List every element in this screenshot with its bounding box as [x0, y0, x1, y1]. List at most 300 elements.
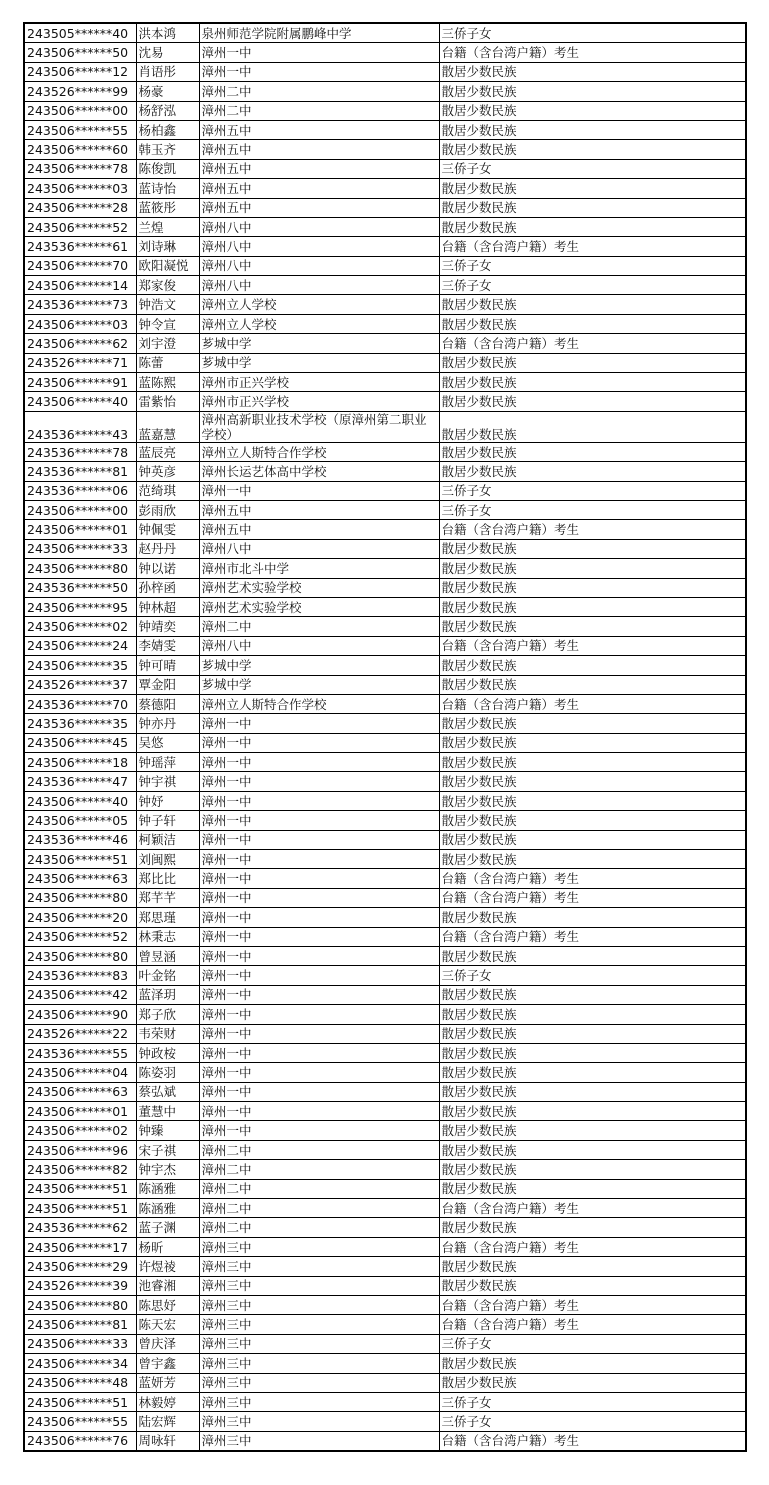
exam-id-cell: 243536******70 [24, 694, 136, 713]
category-cell: 散居少数民族 [439, 539, 746, 558]
school-cell: 芗城中学 [199, 334, 439, 353]
student-name-cell: 韩玉齐 [136, 140, 199, 159]
school-cell: 漳州一中 [199, 869, 439, 888]
category-cell: 散居少数民族 [439, 1257, 746, 1276]
category-cell: 散居少数民族 [439, 985, 746, 1004]
table-row [24, 791, 746, 810]
exam-id-cell: 243526******37 [24, 675, 136, 694]
student-name-cell: 曾庆泽 [136, 1334, 199, 1353]
exam-id-cell: 243506******03 [24, 179, 136, 198]
category-cell: 散居少数民族 [439, 753, 746, 772]
category-cell: 散居少数民族 [439, 1005, 746, 1024]
student-name-cell: 池睿湘 [136, 1276, 199, 1295]
exam-id-cell: 243506******00 [24, 101, 136, 120]
school-cell: 漳州一中 [199, 927, 439, 946]
student-name-cell: 蓝辰亮 [136, 442, 199, 461]
school-cell: 芗城中学 [199, 656, 439, 675]
school-cell: 漳州一中 [199, 946, 439, 965]
exam-id-cell: 243506******80 [24, 1296, 136, 1315]
exam-id-cell: 243506******34 [24, 1354, 136, 1373]
exam-id-cell: 243506******33 [24, 539, 136, 558]
school-cell: 漳州八中 [199, 217, 439, 236]
exam-id-cell: 243506******52 [24, 217, 136, 236]
student-name-cell: 范绮琪 [136, 481, 199, 500]
category-cell: 散居少数民族 [439, 617, 746, 636]
school-cell: 漳州长运艺体高中学校 [199, 462, 439, 481]
exam-id-cell: 243506******80 [24, 946, 136, 965]
table-row [24, 295, 746, 314]
category-cell: 散居少数民族 [439, 179, 746, 198]
exam-id-cell: 243536******50 [24, 578, 136, 597]
exam-id-cell: 243506******80 [24, 559, 136, 578]
student-name-cell: 钟宇杰 [136, 1160, 199, 1179]
exam-id-cell: 243506******42 [24, 985, 136, 1004]
school-cell: 漳州一中 [199, 772, 439, 791]
school-cell: 漳州立人斯特合作学校 [199, 694, 439, 713]
exam-id-cell: 243506******82 [24, 1160, 136, 1179]
exam-id-cell: 243526******39 [24, 1276, 136, 1295]
exam-id-cell: 243506******80 [24, 888, 136, 907]
exam-id-cell: 243536******46 [24, 830, 136, 849]
table-row [24, 888, 746, 907]
exam-id-cell: 243536******83 [24, 966, 136, 985]
student-name-cell: 钟妤 [136, 791, 199, 810]
category-cell: 散居少数民族 [439, 411, 746, 442]
category-cell: 三侨子女 [439, 481, 746, 500]
student-name-cell: 欧阳凝悦 [136, 256, 199, 275]
table-row [24, 1160, 746, 1179]
school-cell: 漳州一中 [199, 1043, 439, 1062]
student-name-cell: 郑芊芊 [136, 888, 199, 907]
exam-id-cell: 243505******40 [24, 23, 136, 43]
school-cell: 漳州三中 [199, 1276, 439, 1295]
category-cell: 散居少数民族 [439, 1160, 746, 1179]
category-cell: 三侨子女 [439, 1412, 746, 1431]
school-cell: 漳州二中 [199, 82, 439, 101]
table-row [24, 675, 746, 694]
category-cell: 散居少数民族 [439, 1102, 746, 1121]
exam-id-cell: 243506******01 [24, 520, 136, 539]
school-cell: 漳州五中 [199, 500, 439, 519]
category-cell: 台籍（含台湾户籍）考生 [439, 1199, 746, 1218]
table-row [24, 1354, 746, 1373]
school-cell: 漳州五中 [199, 198, 439, 217]
school-cell: 漳州一中 [199, 966, 439, 985]
student-name-cell: 陈俊凯 [136, 159, 199, 178]
table-row [24, 462, 746, 481]
table-row [24, 198, 746, 217]
table-row [24, 1199, 746, 1218]
exam-id-cell: 243526******71 [24, 353, 136, 372]
school-cell: 漳州高新职业技术学校（原漳州第二职业学校） [199, 411, 439, 442]
school-cell: 漳州市正兴学校 [199, 392, 439, 411]
school-cell: 漳州三中 [199, 1431, 439, 1451]
school-cell: 漳州五中 [199, 120, 439, 139]
student-name-cell: 钟佩雯 [136, 520, 199, 539]
exam-id-cell: 243506******28 [24, 198, 136, 217]
school-cell: 漳州一中 [199, 1024, 439, 1043]
student-name-cell: 李婧雯 [136, 636, 199, 655]
category-cell: 三侨子女 [439, 966, 746, 985]
school-cell: 漳州一中 [199, 1102, 439, 1121]
school-cell: 漳州立人学校 [199, 295, 439, 314]
category-cell: 台籍（含台湾户籍）考生 [439, 1315, 746, 1334]
table-body [24, 23, 746, 1451]
table-row [24, 946, 746, 965]
table-row [24, 1276, 746, 1295]
student-name-cell: 兰煌 [136, 217, 199, 236]
school-cell: 漳州一中 [199, 481, 439, 500]
table-row [24, 1140, 746, 1159]
category-cell: 三侨子女 [439, 276, 746, 295]
category-cell: 散居少数民族 [439, 578, 746, 597]
table-row [24, 481, 746, 500]
exam-id-cell: 243506******95 [24, 597, 136, 616]
table-row [24, 811, 746, 830]
exam-id-cell: 243506******29 [24, 1257, 136, 1276]
exam-id-cell: 243506******04 [24, 1063, 136, 1082]
exam-id-cell: 243506******50 [24, 43, 136, 62]
exam-id-cell: 243536******73 [24, 295, 136, 314]
table-row [24, 411, 746, 442]
student-name-cell: 周咏轩 [136, 1431, 199, 1451]
exam-id-cell: 243506******48 [24, 1373, 136, 1392]
exam-id-cell: 243506******33 [24, 1334, 136, 1353]
student-name-cell: 叶金铭 [136, 966, 199, 985]
category-cell: 台籍（含台湾户籍）考生 [439, 927, 746, 946]
student-name-cell: 钟政桉 [136, 1043, 199, 1062]
category-cell: 散居少数民族 [439, 1354, 746, 1373]
student-name-cell: 蓝筱彤 [136, 198, 199, 217]
student-name-cell: 蔡德阳 [136, 694, 199, 713]
exam-id-cell: 243536******78 [24, 442, 136, 461]
exam-id-cell: 243536******81 [24, 462, 136, 481]
category-cell: 台籍（含台湾户籍）考生 [439, 888, 746, 907]
school-cell: 漳州一中 [199, 908, 439, 927]
student-name-cell: 覃金阳 [136, 675, 199, 694]
table-row [24, 1431, 746, 1451]
exam-id-cell: 243536******61 [24, 237, 136, 256]
table-row [24, 539, 746, 558]
school-cell: 漳州八中 [199, 539, 439, 558]
table-row [24, 159, 746, 178]
school-cell: 漳州一中 [199, 753, 439, 772]
table-row [24, 1296, 746, 1315]
exam-id-cell: 243506******40 [24, 791, 136, 810]
school-cell: 漳州一中 [199, 985, 439, 1004]
table-row [24, 927, 746, 946]
table-row [24, 1179, 746, 1198]
table-row [24, 869, 746, 888]
school-cell: 芗城中学 [199, 675, 439, 694]
category-cell: 散居少数民族 [439, 830, 746, 849]
student-name-cell: 蓝陈熙 [136, 373, 199, 392]
table-row [24, 850, 746, 869]
category-cell: 散居少数民族 [439, 675, 746, 694]
exam-id-cell: 243506******51 [24, 850, 136, 869]
table-row [24, 830, 746, 849]
exam-id-cell: 243506******02 [24, 617, 136, 636]
student-name-cell: 郑思瑾 [136, 908, 199, 927]
school-cell: 漳州二中 [199, 1179, 439, 1198]
table-row [24, 500, 746, 519]
category-cell: 台籍（含台湾户籍）考生 [439, 334, 746, 353]
category-cell: 散居少数民族 [439, 850, 746, 869]
school-cell: 漳州二中 [199, 1218, 439, 1237]
student-list-table [23, 22, 747, 1452]
school-cell: 漳州八中 [199, 237, 439, 256]
school-cell: 漳州一中 [199, 1121, 439, 1140]
category-cell: 散居少数民族 [439, 714, 746, 733]
exam-id-cell: 243506******63 [24, 869, 136, 888]
school-cell: 漳州一中 [199, 888, 439, 907]
exam-id-cell: 243536******62 [24, 1218, 136, 1237]
category-cell: 台籍（含台湾户籍）考生 [439, 1296, 746, 1315]
exam-id-cell: 243536******35 [24, 714, 136, 733]
table-row [24, 1257, 746, 1276]
student-name-cell: 陈蕾 [136, 353, 199, 372]
table-row [24, 392, 746, 411]
school-cell: 漳州五中 [199, 140, 439, 159]
category-cell: 三侨子女 [439, 23, 746, 43]
school-cell: 芗城中学 [199, 353, 439, 372]
student-name-cell: 杨豪 [136, 82, 199, 101]
exam-id-cell: 243506******78 [24, 159, 136, 178]
exam-id-cell: 243506******35 [24, 656, 136, 675]
category-cell: 散居少数民族 [439, 1218, 746, 1237]
school-cell: 漳州二中 [199, 101, 439, 120]
table-row [24, 23, 746, 43]
table-row [24, 1334, 746, 1353]
table-row [24, 1082, 746, 1101]
school-cell: 漳州三中 [199, 1334, 439, 1353]
table-row [24, 1024, 746, 1043]
category-cell: 散居少数民族 [439, 791, 746, 810]
student-name-cell: 韦荣财 [136, 1024, 199, 1043]
table-row [24, 1412, 746, 1431]
table-row [24, 636, 746, 655]
table-row [24, 733, 746, 752]
table-row [24, 256, 746, 275]
student-name-cell: 陆宏辉 [136, 1412, 199, 1431]
category-cell: 散居少数民族 [439, 373, 746, 392]
exam-id-cell: 243506******52 [24, 927, 136, 946]
category-cell: 三侨子女 [439, 256, 746, 275]
category-cell: 散居少数民族 [439, 656, 746, 675]
school-cell: 漳州市正兴学校 [199, 373, 439, 392]
school-cell: 漳州一中 [199, 830, 439, 849]
table-row [24, 597, 746, 616]
student-name-cell: 雷紫怡 [136, 392, 199, 411]
category-cell: 散居少数民族 [439, 392, 746, 411]
school-cell: 漳州一中 [199, 714, 439, 733]
category-cell: 台籍（含台湾户籍）考生 [439, 43, 746, 62]
student-name-cell: 杨柏鑫 [136, 120, 199, 139]
student-name-cell: 林秉志 [136, 927, 199, 946]
category-cell: 散居少数民族 [439, 101, 746, 120]
category-cell: 三侨子女 [439, 159, 746, 178]
exam-id-cell: 243506******12 [24, 62, 136, 81]
category-cell: 台籍（含台湾户籍）考生 [439, 869, 746, 888]
school-cell: 漳州三中 [199, 1373, 439, 1392]
school-cell: 漳州一中 [199, 791, 439, 810]
category-cell: 散居少数民族 [439, 1024, 746, 1043]
student-name-cell: 蔡弘斌 [136, 1082, 199, 1101]
category-cell: 散居少数民族 [439, 772, 746, 791]
category-cell: 散居少数民族 [439, 442, 746, 461]
student-name-cell: 吴悠 [136, 733, 199, 752]
school-cell: 泉州师范学院附属鹏峰中学 [199, 23, 439, 43]
school-cell: 漳州立人斯特合作学校 [199, 442, 439, 461]
exam-id-cell: 243526******99 [24, 82, 136, 101]
table-row [24, 334, 746, 353]
table-row [24, 276, 746, 295]
school-cell: 漳州一中 [199, 62, 439, 81]
school-cell: 漳州二中 [199, 1199, 439, 1218]
exam-id-cell: 243506******96 [24, 1140, 136, 1159]
student-name-cell: 赵丹丹 [136, 539, 199, 558]
student-name-cell: 钟林超 [136, 597, 199, 616]
category-cell: 台籍（含台湾户籍）考生 [439, 237, 746, 256]
school-cell: 漳州艺术实验学校 [199, 578, 439, 597]
exam-id-cell: 243506******51 [24, 1179, 136, 1198]
exam-id-cell: 243506******51 [24, 1199, 136, 1218]
student-name-cell: 杨昕 [136, 1237, 199, 1256]
table-row [24, 82, 746, 101]
category-cell: 散居少数民族 [439, 1121, 746, 1140]
table-row [24, 617, 746, 636]
table-row [24, 120, 746, 139]
category-cell: 台籍（含台湾户籍）考生 [439, 1237, 746, 1256]
student-name-cell: 钟亦丹 [136, 714, 199, 733]
category-cell: 台籍（含台湾户籍）考生 [439, 520, 746, 539]
student-name-cell: 林毅婷 [136, 1392, 199, 1411]
table-row [24, 1005, 746, 1024]
category-cell: 三侨子女 [439, 500, 746, 519]
category-cell: 台籍（含台湾户籍）考生 [439, 636, 746, 655]
student-name-cell: 柯颖洁 [136, 830, 199, 849]
category-cell: 散居少数民族 [439, 314, 746, 333]
table-row [24, 140, 746, 159]
category-cell: 散居少数民族 [439, 1082, 746, 1101]
exam-id-cell: 243506******90 [24, 1005, 136, 1024]
category-cell: 三侨子女 [439, 1392, 746, 1411]
exam-id-cell: 243536******55 [24, 1043, 136, 1062]
exam-id-cell: 243506******55 [24, 120, 136, 139]
school-cell: 漳州一中 [199, 43, 439, 62]
student-name-cell: 肖语彤 [136, 62, 199, 81]
exam-id-cell: 243506******24 [24, 636, 136, 655]
category-cell: 散居少数民族 [439, 62, 746, 81]
student-name-cell: 沈易 [136, 43, 199, 62]
exam-id-cell: 243506******70 [24, 256, 136, 275]
category-cell: 散居少数民族 [439, 1179, 746, 1198]
exam-id-cell: 243506******55 [24, 1412, 136, 1431]
table-row [24, 1121, 746, 1140]
school-cell: 漳州立人学校 [199, 314, 439, 333]
student-name-cell: 蓝子渊 [136, 1218, 199, 1237]
school-cell: 漳州二中 [199, 1160, 439, 1179]
category-cell: 散居少数民族 [439, 1140, 746, 1159]
exam-id-cell: 243506******18 [24, 753, 136, 772]
exam-id-cell: 243506******51 [24, 1392, 136, 1411]
table-row [24, 314, 746, 333]
school-cell: 漳州八中 [199, 256, 439, 275]
exam-id-cell: 243506******45 [24, 733, 136, 752]
school-cell: 漳州三中 [199, 1354, 439, 1373]
student-name-cell: 曾宇鑫 [136, 1354, 199, 1373]
category-cell: 散居少数民族 [439, 733, 746, 752]
school-cell: 漳州二中 [199, 617, 439, 636]
category-cell: 散居少数民族 [439, 559, 746, 578]
student-name-cell: 钟瑶萍 [136, 753, 199, 772]
table-row [24, 578, 746, 597]
table-row [24, 520, 746, 539]
table-row [24, 179, 746, 198]
table-row [24, 1315, 746, 1334]
student-name-cell: 钟浩文 [136, 295, 199, 314]
student-name-cell: 钟子轩 [136, 811, 199, 830]
exam-id-cell: 243506******20 [24, 908, 136, 927]
category-cell: 散居少数民族 [439, 295, 746, 314]
table-row [24, 237, 746, 256]
table-row [24, 101, 746, 120]
school-cell: 漳州三中 [199, 1257, 439, 1276]
table-row [24, 772, 746, 791]
table-row [24, 714, 746, 733]
exam-id-cell: 243506******14 [24, 276, 136, 295]
school-cell: 漳州一中 [199, 1063, 439, 1082]
category-cell: 台籍（含台湾户籍）考生 [439, 1431, 746, 1451]
student-name-cell: 钟以诺 [136, 559, 199, 578]
exam-id-cell: 243506******40 [24, 392, 136, 411]
category-cell: 散居少数民族 [439, 120, 746, 139]
table-row [24, 694, 746, 713]
school-cell: 漳州二中 [199, 1140, 439, 1159]
exam-id-cell: 243506******17 [24, 1237, 136, 1256]
school-cell: 漳州市北斗中学 [199, 559, 439, 578]
school-cell: 漳州五中 [199, 520, 439, 539]
category-cell: 散居少数民族 [439, 1043, 746, 1062]
student-name-cell: 陈涵雅 [136, 1199, 199, 1218]
student-name-cell: 郑家俊 [136, 276, 199, 295]
table-row [24, 1063, 746, 1082]
table-row [24, 656, 746, 675]
exam-id-cell: 243506******60 [24, 140, 136, 159]
student-name-cell: 郑比比 [136, 869, 199, 888]
school-cell: 漳州一中 [199, 1005, 439, 1024]
school-cell: 漳州五中 [199, 159, 439, 178]
table-row [24, 1218, 746, 1237]
student-name-cell: 董慧中 [136, 1102, 199, 1121]
school-cell: 漳州艺术实验学校 [199, 597, 439, 616]
student-name-cell: 郑子欣 [136, 1005, 199, 1024]
category-cell: 散居少数民族 [439, 217, 746, 236]
category-cell: 散居少数民族 [439, 946, 746, 965]
exam-id-cell: 243506******02 [24, 1121, 136, 1140]
category-cell: 散居少数民族 [439, 908, 746, 927]
student-name-cell: 孙梓函 [136, 578, 199, 597]
exam-id-cell: 243536******43 [24, 411, 136, 442]
student-name-cell: 蓝诗怡 [136, 179, 199, 198]
category-cell: 散居少数民族 [439, 1063, 746, 1082]
exam-id-cell: 243536******47 [24, 772, 136, 791]
student-name-cell: 蓝嘉慧 [136, 411, 199, 442]
school-cell: 漳州八中 [199, 276, 439, 295]
table-row [24, 62, 746, 81]
student-name-cell: 蓝妍芳 [136, 1373, 199, 1392]
exam-id-cell: 243506******91 [24, 373, 136, 392]
